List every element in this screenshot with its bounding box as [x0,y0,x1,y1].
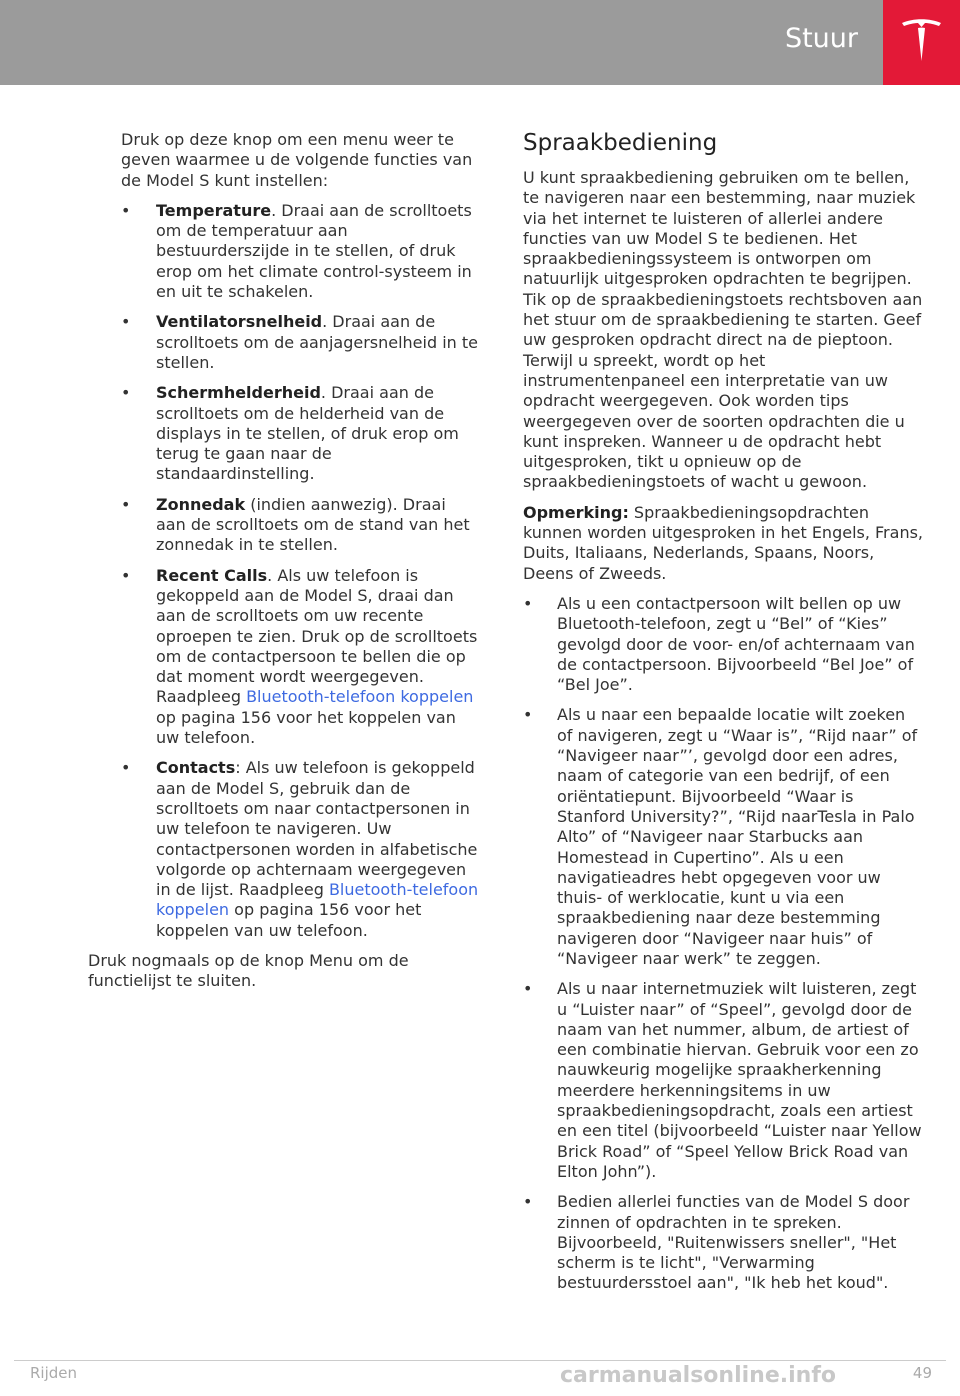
item-text-after: op pagina 156 voor het koppelen van uw telefoon. [156,900,422,940]
item-text: Bedien allerlei functies van de Model S door zinnen of opdrachten in te spreken. Bijvoorbeeld, "Ruitenwissers sneller", "Het scherm is te licht", "Verwarming bestuurdersstoel aan", "Ik heb het koud". [557,1192,910,1293]
note [523,503,923,584]
item-text: Als u naar een bepaalde locatie wilt zoeken of navigeren, zegt u “Waar is”, “Rijd naar” of “Navigeer naar”’, gevolgd door een adres, naam of categorie van een bedrijf, of een oriëntatiepunt. Bijvoorbeeld “Waar is Stanford University?”, “Rijd naarTesla in Palo Alto” of “Navigeer naar Starbucks aan Homestead in Cupertino”. Als u een navigatieadres hebt opgegeven voor uw thuis- of werklocatie, kunt u via een spraakbediening naar deze bestemming navigeren door “Navigeer naar huis” of “Navigeer naar werk” te zeggen. [557,705,918,968]
list-item: • Contacts: Als uw telefoon is gekoppeld aan de Model S, gebruik dan de scrolltoets om naar contactpersonen in uw telefoon te navigeren. Uw contactpersonen worden in alfabetische volgorde op achternaam weergegeven in de lijst. Raadpleeg Bluetooth-telefoon koppelen op pagina 156 voor het koppelen van uw telefoon. [121,758,479,940]
item-term: Recent Calls [156,565,268,585]
page-number: 49 [912,1364,932,1382]
list-item: • Schermhelderheid. Draai aan de scrolltoets om de helderheid van de displays in te stellen, of druk erop om terug te gaan naar de standaardinstelling. [121,383,459,484]
item-text: Als u naar internetmuziek wilt luisteren, zegt u “Luister naar” of “Speel”, gevolgd door de naam van het nummer, album, de artiest of een combinatie hiervan. Gebruik voor een zo nauwkeurig mogelijke spraakherkenning meerdere herkenningsitems in uw spraakbedieningsopdracht, zoals een artiest en een titel (bijvoorbeeld “Luister naar Yellow Brick Road” of “Speel Yellow Brick Road van Elton John”). [557,979,922,1181]
list-item: • Bedien allerlei functies van de Model S door zinnen of opdrachten in te spreken. Bijvoorbeeld, "Ruitenwissers sneller", "Het scherm is te licht", "Verwarming bestuurdersstoel aan", "Ik heb het koud". [523,1192,910,1293]
item-text: . Draai aan de scrolltoets om de helderheid van de displays in te stellen, of druk erop om terug te gaan naar de standaardinstelling. [156,383,459,484]
right-column [523,128,923,1304]
item-text: . Draai aan de scrolltoets om de temperatuur aan bestuurderszijde in te stellen, of druk erop om het climate control-systeem in en uit te schakelen. [156,200,472,302]
tesla-logo-icon [899,17,944,65]
bluetooth-link[interactable]: Bluetooth-telefoon koppelen [156,880,479,920]
item-text: . Draai aan de scrolltoets om de aanjagersnelheid in te stellen. [156,312,478,372]
note-label: Opmerking: [523,502,629,522]
left-column [88,130,480,992]
menu-function-list [88,201,480,941]
list-item: • Als u naar een bepaalde locatie wilt zoeken of navigeren, zegt u “Waar is”, “Rijd naar” of “Navigeer naar”’, gevolgd door een adres, naam of categorie van een bedrijf, of een oriëntatiepunt. Bijvoorbeeld “Waar is Stanford University?”, “Rijd naarTesla in Palo Alto” of “Navigeer naar Starbucks aan Homestead in Cupertino”. Als u een navigatieadres hebt opgegeven voor uw thuis- of werklocatie, kunt u via een spraakbediening naar deze bestemming navigeren door “Navigeer naar huis” of “Navigeer naar werk” te zeggen. [523,705,918,968]
item-text-after: op pagina 156 voor het koppelen van uw telefoon. [156,707,456,748]
item-term: Contacts [156,758,236,778]
voice-command-list [523,594,923,1294]
watermark: carmanualsonline.info [560,1363,836,1388]
list-item: • Temperature. Draai aan de scrolltoets om de temperatuur aan bestuurderszijde in te stellen, of druk erop om het climate control-systeem in en uit te schakelen. [121,200,472,302]
menu-intro: Druk op deze knop om een menu weer te geven waarmee u de volgende functies van de Model S kunt instellen: [121,130,473,190]
section-title: Spraakbediening [523,130,718,156]
list-item: • Ventilatorsnelheid. Draai aan de scrolltoets om de aanjagersnelheid in te stellen. [121,312,478,372]
note-text: Spraakbedieningsopdrachten kunnen worden uitgesproken in het Engels, Frans, Duits, Italiaans, Nederlands, Spaans, Noors, Deens of Zweeds. [523,502,923,583]
item-text: . Als uw telefoon is gekoppeld aan de Model S, draai dan aan de scrolltoets om uw recente oproepen te zien. Druk op de scrolltoets om de contactpersoon te bellen die op dat moment wordt weergegeven. Raadpleeg [156,565,478,707]
item-term: Zonnedak [156,494,246,514]
item-text: Als u een contactpersoon wilt bellen op uw Bluetooth-telefoon, zegt u “Bel” of “Kies” gevolgd door de voor- en/of achternaam van de contactpersoon. Bijvoorbeeld “Bel Joe” of “Bel Joe”. [557,593,915,695]
footer-section: Rijden [30,1364,78,1382]
page-header [0,0,960,85]
list-item: • Als u een contactpersoon wilt bellen op uw Bluetooth-telefoon, zegt u “Bel” of “Kies” gevolgd door de voor- en/of achternaam van de contactpersoon. Bijvoorbeeld “Bel Joe” of “Bel Joe”. [523,593,915,695]
bluetooth-link[interactable]: Bluetooth-telefoon koppelen [246,687,474,707]
item-text: : Als uw telefoon is gekoppeld aan de Model S, gebruik dan de scrolltoets om naar contactpersonen in uw telefoon te navigeren. Uw contactpersonen worden in alfabetische volgorde op achternaam weergegeven in de lijst. Raadpleeg [156,758,478,900]
item-term: Ventilatorsnelheid [156,312,323,332]
list-item: • Recent Calls. Als uw telefoon is gekoppeld aan de Model S, draai dan aan de scrolltoets om uw recente oproepen te zien. Druk op de scrolltoets om de contactpersoon te bellen die op dat moment wordt weergegeven. Raadpleeg Bluetooth-telefoon koppelen op pagina 156 voor het koppelen van uw telefoon. [121,565,478,748]
section-intro: U kunt spraakbediening gebruiken om te bellen, te navigeren naar een bestemming, naar muziek via het internet te luisteren of allerlei andere functies van uw Model S te bedienen. Het spraakbedieningssysteem is ontworpen om natuurlijk uitgesproken opdrachten te begrijpen. Tik op de spraakbedieningstoets rechtsboven aan het stuur om de spraakbediening te starten. Geef uw gesproken opdracht direct na de pieptoon. Terwijl u spreekt, wordt op het instrumentenpaneel een interpretatie van uw opdracht weergegeven. Ook worden tips weergegeven over de soorten opdrachten die u kunt inspreken. Wanneer u de opdracht hebt uitgesproken, tikt u opnieuw op de spraakbedieningstoets of wacht u gewoon. [523,168,923,492]
item-term: Temperature [156,200,272,220]
list-item: • Zonnedak (indien aanwezig). Draai aan de scrolltoets om de stand van het zonnedak in te stellen. [121,494,470,555]
closing-text: Druk nogmaals op de knop Menu om de functielijst te sluiten. [88,950,409,991]
list-item: • Als u naar internetmuziek wilt luisteren, zegt u “Luister naar” of “Speel”, gevolgd door de naam van het nummer, album, de artiest of een combinatie hiervan. Gebruik voor een zo nauwkeurig mogelijke spraakherkenning meerdere herkenningsitems in uw spraakbedieningsopdracht, zoals een artiest en een titel (bijvoorbeeld “Luister naar Yellow Brick Road” of “Speel Yellow Brick Road van Elton John”). [523,979,922,1181]
item-text: (indien aanwezig). Draai aan de scrolltoets om de stand van het zonnedak in te stellen. [156,494,470,555]
brand-logo [883,0,960,85]
item-term: Schermhelderheid [156,383,321,403]
page-title: Stuur [784,23,858,54]
footer-divider [14,1360,946,1361]
